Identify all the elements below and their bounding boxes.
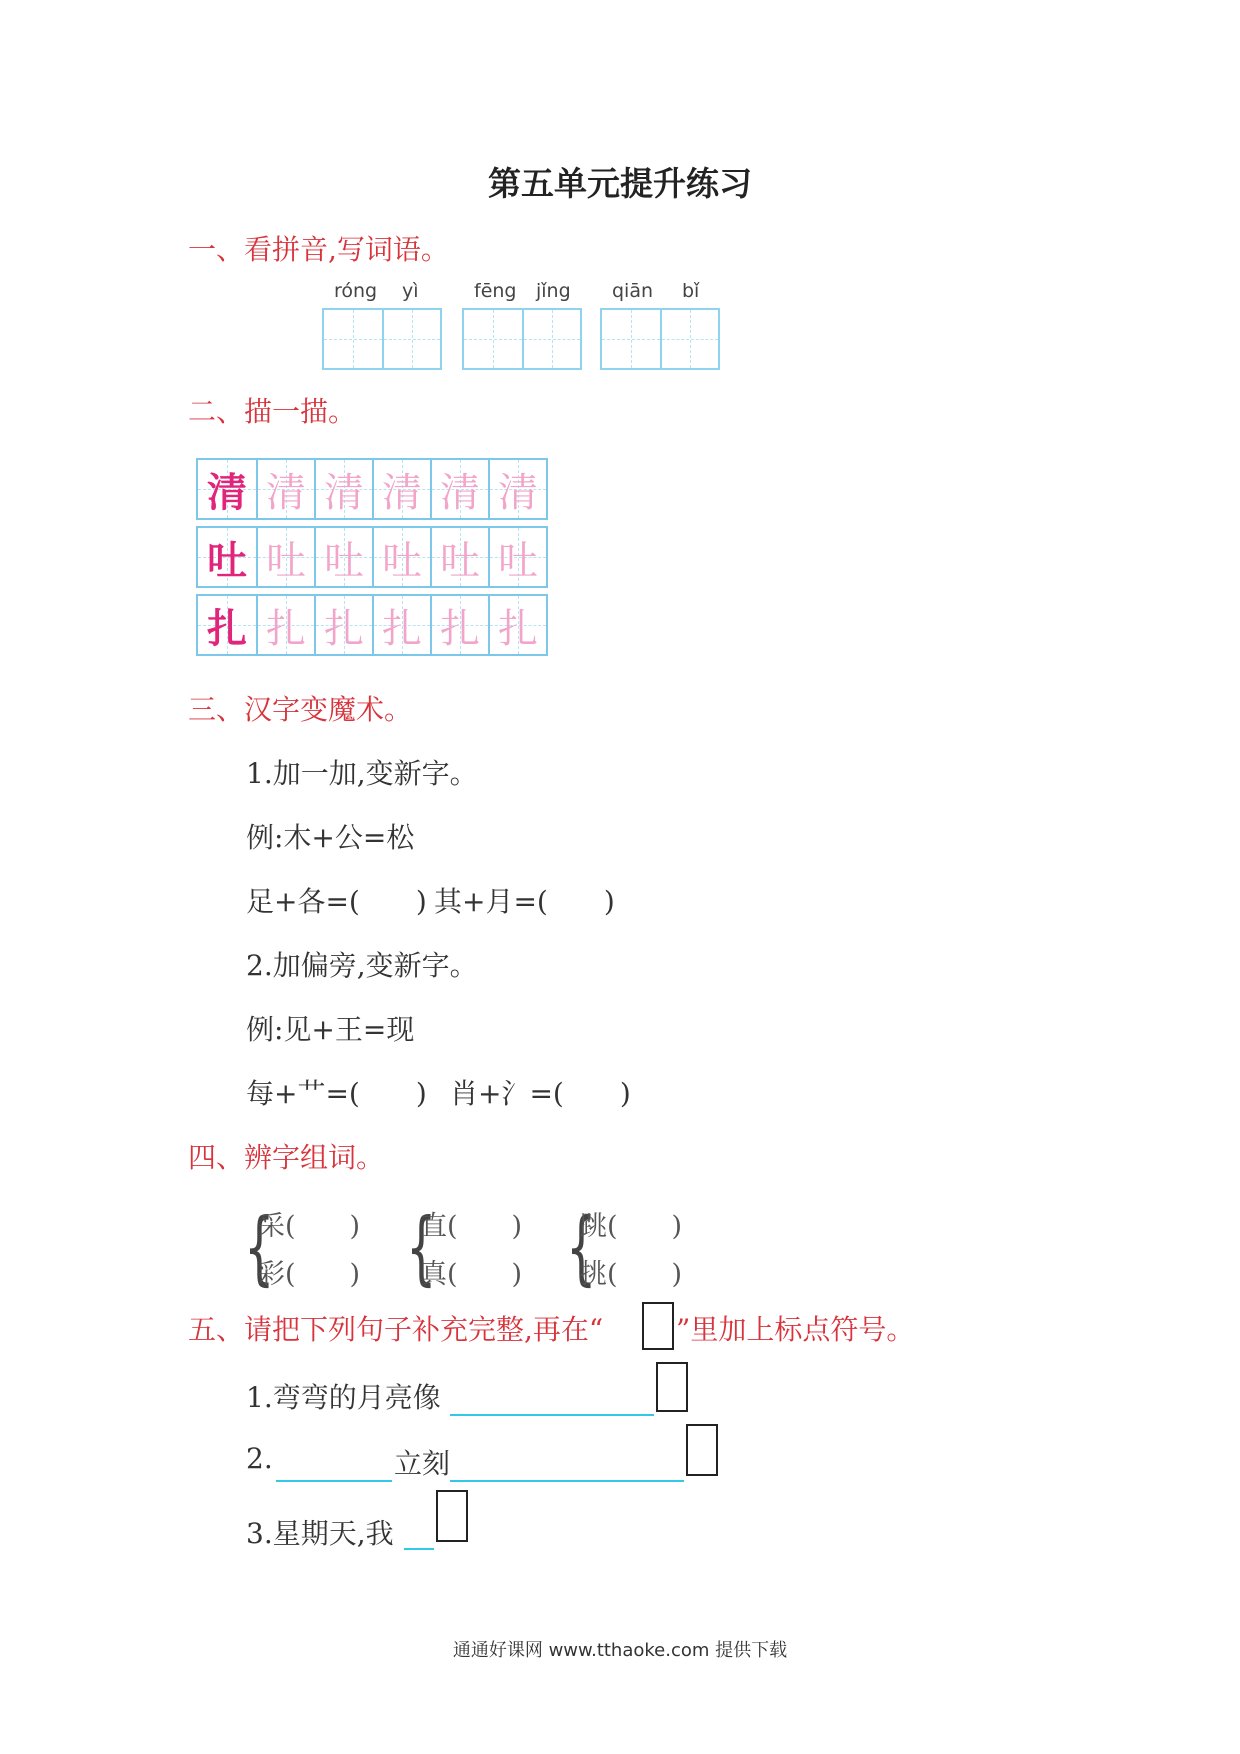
trace-cell[interactable]: 清 <box>372 460 430 518</box>
answer-blank[interactable] <box>404 1548 434 1550</box>
q1-item-1[interactable]: 足+各=( ) <box>246 885 427 918</box>
word-pair-bottom[interactable]: 真( ) <box>420 1259 523 1290</box>
section1-heading: 一、看拼音,写词语。 <box>188 233 449 266</box>
q1-item-2[interactable]: 其+月=( ) <box>434 885 615 918</box>
pinyin-1a: róng <box>334 280 378 302</box>
word-pair-top[interactable]: 直( ) <box>420 1211 523 1242</box>
footer-credit: 通通好课网 www.tthaoke.com 提供下载 <box>452 1640 788 1661</box>
pinyin-3a: qiān <box>612 280 654 302</box>
word-pair-top[interactable]: 采( ) <box>258 1211 361 1242</box>
answer-blank[interactable] <box>276 1480 392 1482</box>
trace-cell[interactable]: 扎 <box>372 596 430 654</box>
trace-cell[interactable]: 扎 <box>430 596 488 654</box>
answer-blank[interactable] <box>450 1480 684 1482</box>
trace-cell-model: 扎 <box>198 596 256 654</box>
section2-heading: 二、描一描。 <box>188 395 357 428</box>
trace-cell[interactable]: 清 <box>314 460 372 518</box>
punctuation-box[interactable] <box>686 1424 718 1476</box>
tracing-grid <box>196 458 548 662</box>
trace-cell-model: 清 <box>198 460 256 518</box>
trace-cell-model: 吐 <box>198 528 256 586</box>
punctuation-box-icon <box>642 1302 674 1350</box>
trace-cell[interactable]: 清 <box>488 460 546 518</box>
writing-boxes-3[interactable] <box>600 308 720 370</box>
q1-label: 1.加一加,变新字。 <box>246 757 478 790</box>
section3-heading: 三、汉字变魔术。 <box>188 693 413 726</box>
q2-label: 2.加偏旁,变新字。 <box>246 949 478 982</box>
trace-cell[interactable]: 扎 <box>256 596 314 654</box>
word-pair-top[interactable]: 跳( ) <box>580 1211 683 1242</box>
trace-cell[interactable]: 清 <box>430 460 488 518</box>
trace-cell[interactable]: 吐 <box>430 528 488 586</box>
page-title: 第五单元提升练习 <box>488 164 752 203</box>
q2-item-2[interactable]: 肖+氵=( ) <box>450 1077 631 1110</box>
brace-icon: { <box>406 1201 437 1294</box>
q2-example: 例:见+王=现 <box>246 1013 415 1046</box>
q1-example: 例:木+公=松 <box>246 821 415 854</box>
sentence-2-text: 立刻 <box>394 1447 451 1480</box>
punctuation-box[interactable] <box>656 1362 688 1412</box>
trace-row <box>196 526 548 588</box>
trace-cell[interactable]: 扎 <box>488 596 546 654</box>
trace-row <box>196 594 548 656</box>
pinyin-2b: jǐng <box>536 280 571 302</box>
q2-item-1[interactable]: 每+艹=( ) <box>246 1077 427 1110</box>
trace-row <box>196 458 548 520</box>
word-pair-bottom[interactable]: 彩( ) <box>258 1259 361 1290</box>
trace-cell[interactable]: 扎 <box>314 596 372 654</box>
section5-heading-part1: 五、请把下列句子补充完整,再在“ <box>188 1313 604 1346</box>
pinyin-1b: yì <box>402 280 419 302</box>
section4-heading: 四、辨字组词。 <box>188 1141 385 1174</box>
writing-boxes-1[interactable] <box>322 308 442 370</box>
sentence-3: 3.星期天,我 <box>246 1517 394 1550</box>
trace-cell[interactable]: 吐 <box>256 528 314 586</box>
trace-cell[interactable]: 吐 <box>372 528 430 586</box>
writing-boxes-2[interactable] <box>462 308 582 370</box>
answer-blank[interactable] <box>450 1414 654 1416</box>
brace-icon: { <box>566 1201 597 1294</box>
word-pair-bottom[interactable]: 挑( ) <box>580 1259 683 1290</box>
trace-cell[interactable]: 吐 <box>488 528 546 586</box>
trace-cell[interactable]: 清 <box>256 460 314 518</box>
sentence-1: 1.弯弯的月亮像 <box>246 1381 441 1414</box>
section5-heading-part2: ”里加上标点符号。 <box>676 1313 915 1346</box>
sentence-2-number: 2. <box>246 1442 273 1475</box>
pinyin-3b: bǐ <box>682 280 700 302</box>
brace-icon: { <box>244 1201 275 1294</box>
punctuation-box[interactable] <box>436 1490 468 1542</box>
trace-cell[interactable]: 吐 <box>314 528 372 586</box>
pinyin-2a: fēng <box>474 280 517 302</box>
